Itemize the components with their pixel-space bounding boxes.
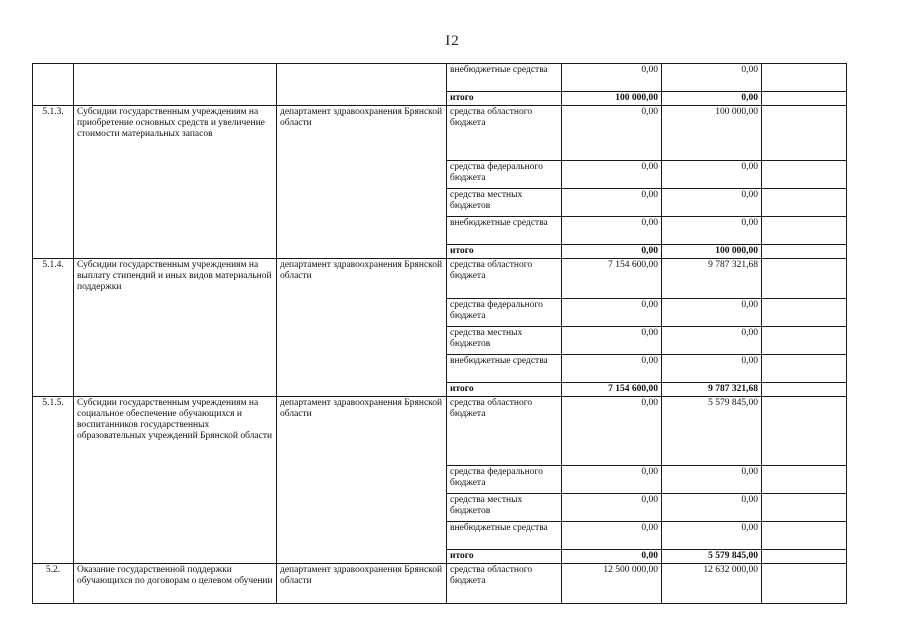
- amount-year-2: 0,00: [662, 355, 762, 383]
- empty-cell: [762, 259, 847, 299]
- amount-year-2: 0,00: [662, 466, 762, 494]
- funding-source: средства федерального бюджета: [447, 161, 562, 189]
- empty-cell: [762, 564, 847, 604]
- amount-year-1: 0,00: [562, 64, 662, 92]
- amount-year-1: 0,00: [562, 106, 662, 161]
- funding-source: внебюджетные средства: [447, 64, 562, 92]
- amount-year-1: 0,00: [562, 397, 662, 466]
- amount-year-1: 0,00: [562, 494, 662, 522]
- item-number: 5.1.3.: [33, 106, 74, 259]
- total-year-2: 0,00: [662, 92, 762, 106]
- amount-year-1: 0,00: [562, 299, 662, 327]
- item-name: Субсидии государственным учреждениям на приобретение основных средств и увеличение стоимости материальных запасов: [74, 106, 277, 259]
- item-executor: департамент здравоохранения Брянской области: [277, 106, 447, 259]
- empty-cell: [762, 355, 847, 383]
- empty-cell: [762, 299, 847, 327]
- amount-year-1: 7 154 600,00: [562, 259, 662, 299]
- total-year-2: 5 579 845,00: [662, 550, 762, 564]
- item-number: 5.1.4.: [33, 259, 74, 397]
- funding-source: средства федерального бюджета: [447, 299, 562, 327]
- item-number: [33, 64, 74, 106]
- total-label: итого: [447, 92, 562, 106]
- amount-year-1: 0,00: [562, 355, 662, 383]
- empty-cell: [762, 92, 847, 106]
- empty-cell: [762, 217, 847, 245]
- empty-cell: [762, 383, 847, 397]
- amount-year-1: 0,00: [562, 189, 662, 217]
- item-executor: департамент здравоохранения Брянской области: [277, 397, 447, 564]
- table-row: [33, 106, 847, 161]
- empty-cell: [762, 466, 847, 494]
- funding-source: средства местных бюджетов: [447, 494, 562, 522]
- funding-source: средства областного бюджета: [447, 397, 562, 466]
- amount-year-1: 0,00: [562, 522, 662, 550]
- funding-source: средства областного бюджета: [447, 259, 562, 299]
- empty-cell: [762, 327, 847, 355]
- amount-year-2: 0,00: [662, 161, 762, 189]
- empty-cell: [762, 245, 847, 259]
- funding-source: внебюджетные средства: [447, 522, 562, 550]
- funding-source: средства местных бюджетов: [447, 327, 562, 355]
- amount-year-2: 0,00: [662, 217, 762, 245]
- amount-year-1: 0,00: [562, 217, 662, 245]
- table-row: [33, 259, 847, 299]
- empty-cell: [762, 106, 847, 161]
- amount-year-2: 0,00: [662, 189, 762, 217]
- total-label: итого: [447, 383, 562, 397]
- amount-year-2: 0,00: [662, 64, 762, 92]
- empty-cell: [762, 189, 847, 217]
- funding-source: средства областного бюджета: [447, 106, 562, 161]
- amount-year-2: 0,00: [662, 494, 762, 522]
- amount-year-2: 0,00: [662, 299, 762, 327]
- funding-source: средства областного бюджета: [447, 564, 562, 604]
- item-name: Оказание государственной поддержки обучающихся по договорам о целевом обучении: [74, 564, 277, 604]
- table-row: [33, 64, 847, 92]
- item-executor: департамент здравоохранения Брянской области: [277, 259, 447, 397]
- total-year-1: 100 000,00: [562, 92, 662, 106]
- empty-cell: [762, 522, 847, 550]
- funding-source: внебюджетные средства: [447, 217, 562, 245]
- empty-cell: [762, 161, 847, 189]
- item-executor: департамент здравоохранения Брянской области: [277, 564, 447, 604]
- funding-source: средства федерального бюджета: [447, 466, 562, 494]
- empty-cell: [762, 397, 847, 466]
- amount-year-1: 0,00: [562, 327, 662, 355]
- empty-cell: [762, 494, 847, 522]
- item-number: 5.2.: [33, 564, 74, 604]
- amount-year-1: 0,00: [562, 161, 662, 189]
- total-year-1: 0,00: [562, 550, 662, 564]
- total-year-2: 9 787 321,68: [662, 383, 762, 397]
- table-row: [33, 564, 847, 604]
- funding-source: внебюджетные средства: [447, 355, 562, 383]
- total-year-2: 100 000,00: [662, 245, 762, 259]
- budget-table: [32, 63, 847, 604]
- amount-year-2: 0,00: [662, 327, 762, 355]
- amount-year-2: 12 632 000,00: [662, 564, 762, 604]
- empty-cell: [762, 64, 847, 92]
- item-number: 5.1.5.: [33, 397, 74, 564]
- amount-year-2: 0,00: [662, 522, 762, 550]
- amount-year-1: 12 500 000,00: [562, 564, 662, 604]
- total-label: итого: [447, 550, 562, 564]
- total-label: итого: [447, 245, 562, 259]
- amount-year-2: 100 000,00: [662, 106, 762, 161]
- total-year-1: 0,00: [562, 245, 662, 259]
- amount-year-1: 0,00: [562, 466, 662, 494]
- amount-year-2: 9 787 321,68: [662, 259, 762, 299]
- table-row: [33, 397, 847, 466]
- item-name: Субсидии государственным учреждениям на социальное обеспечение обучающихся и воспитанников государственных образовательных учреждений Брянской области: [74, 397, 277, 564]
- page-number: I2: [445, 33, 460, 49]
- total-year-1: 7 154 600,00: [562, 383, 662, 397]
- empty-cell: [762, 550, 847, 564]
- amount-year-2: 5 579 845,00: [662, 397, 762, 466]
- item-name: Субсидии государственным учреждениям на выплату стипендий и иных видов материальной поддержки: [74, 259, 277, 397]
- item-name: [74, 64, 277, 106]
- funding-source: средства местных бюджетов: [447, 189, 562, 217]
- item-executor: [277, 64, 447, 106]
